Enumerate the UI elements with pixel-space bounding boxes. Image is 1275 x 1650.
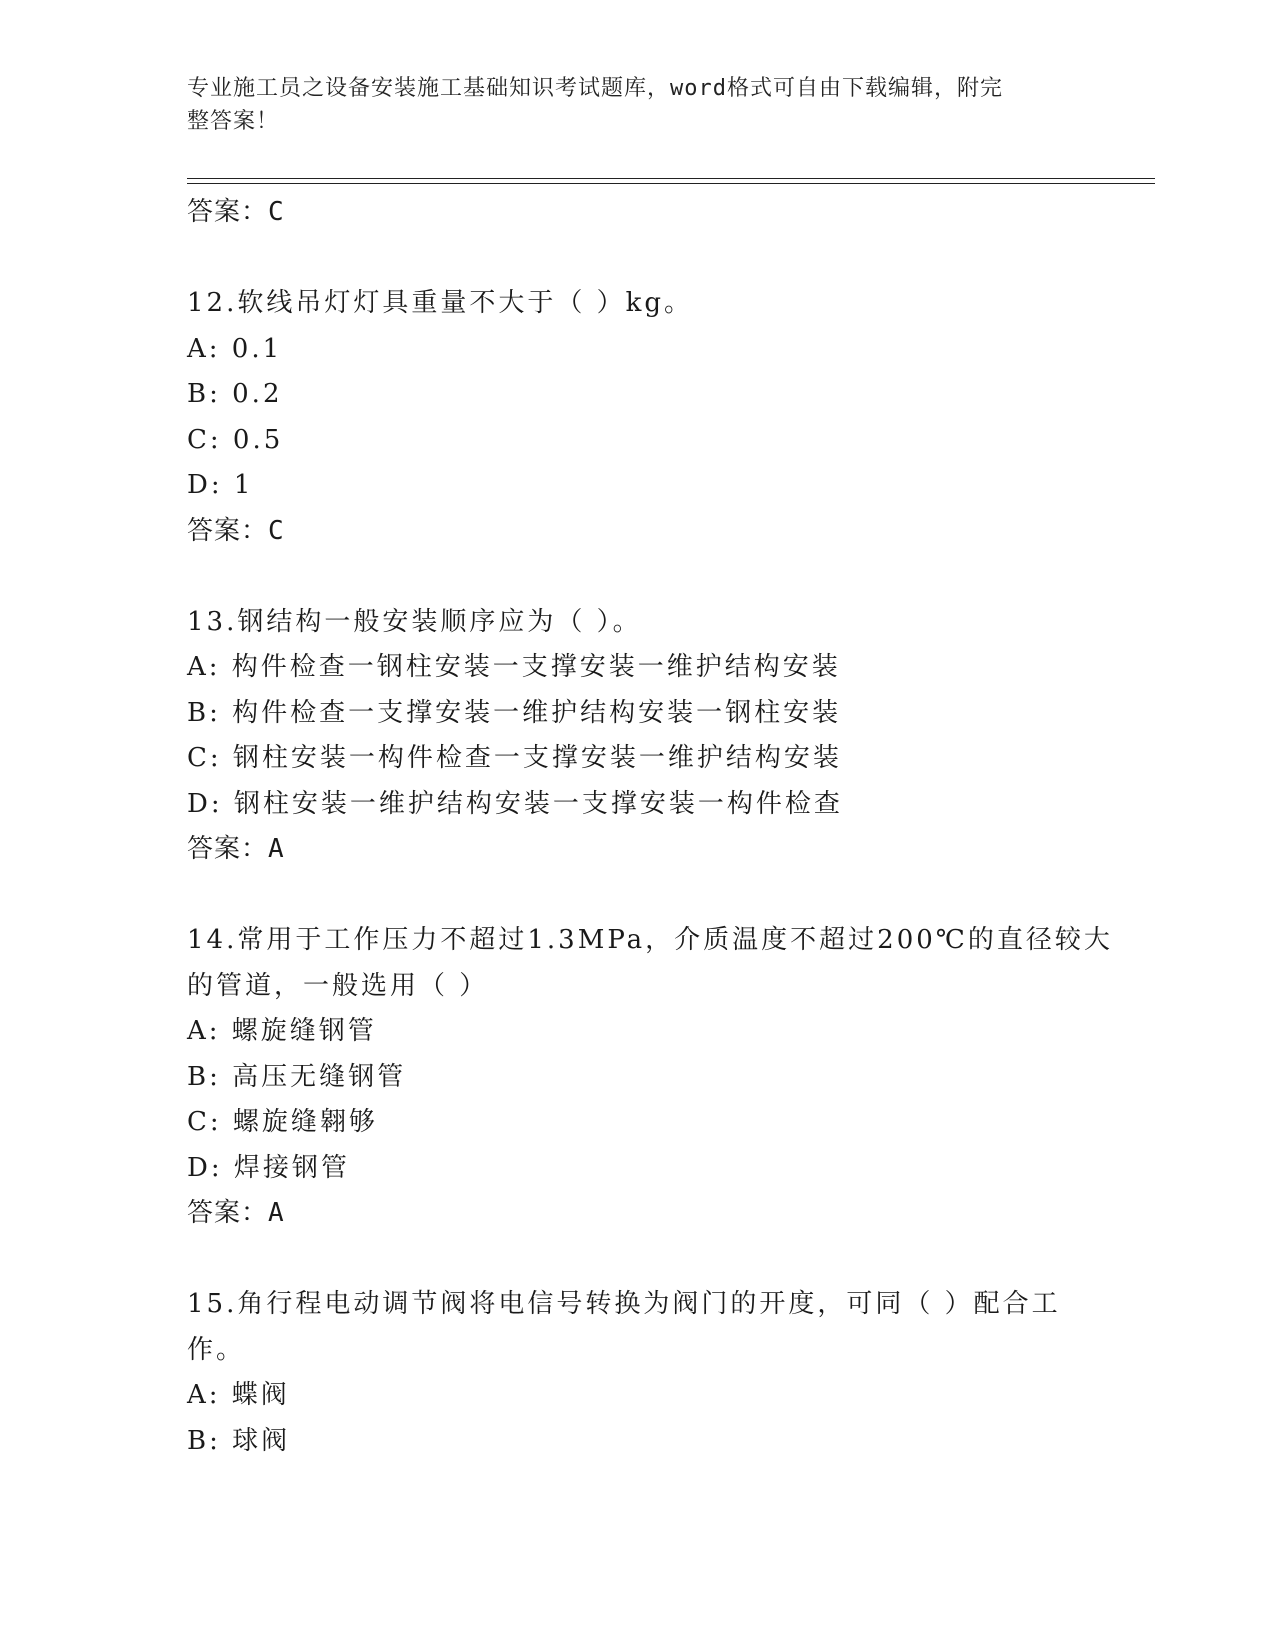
answer: 答案：A (187, 1198, 285, 1228)
question-13 (187, 600, 1087, 873)
option-c: C: 钢柱安装一构件检查一支撑安装一维护结构安装 (187, 743, 842, 773)
spacer (187, 554, 1087, 600)
option-a: A: 构件检查一钢柱安装一支撑安装一维护结构安装 (187, 652, 841, 682)
question-text-line-1: 14.常用于工作压力不超过1.3MPa，介质温度不超过200℃的直径较大 (187, 925, 1113, 955)
header-line-2: 整答案！ (187, 109, 280, 134)
prev-answer: 答案：C (187, 197, 285, 227)
spacer (187, 1237, 1087, 1283)
question-text: 12.软线吊灯灯具重量不大于（ ）kg。 (187, 288, 694, 318)
option-c: C: 螺旋缝翱够 (187, 1107, 378, 1137)
answer: 答案：C (187, 515, 285, 546)
option-b: B: 0.2 (187, 379, 283, 409)
question-text: 13.钢结构一般安装顺序应为（ ）。 (187, 606, 642, 637)
option-b: B: 高压无缝钢管 (187, 1061, 407, 1092)
option-a: A: 蝶阀 (187, 1380, 290, 1410)
document-header (187, 72, 1067, 138)
option-a: A: 0.1 (187, 333, 283, 364)
question-15 (187, 1282, 1087, 1464)
header-line-1: 专业施工员之设备安装施工基础知识考试题库，word格式可自由下载编辑，附完 (187, 76, 1003, 101)
question-12 (187, 281, 1087, 554)
question-list (187, 190, 1113, 1464)
option-a: A: 螺旋缝钢管 (187, 1016, 377, 1046)
option-d: D: 焊接钢管 (187, 1152, 350, 1183)
spacer (187, 873, 1087, 919)
header-divider-bottom (187, 183, 1155, 184)
header-divider-top (187, 178, 1155, 179)
question-14 (187, 918, 1113, 1237)
option-c: C: 0.5 (187, 424, 284, 455)
option-b: B: 球阀 (187, 1425, 291, 1456)
option-d: D: 1 (187, 470, 254, 500)
spacer (187, 236, 1087, 282)
question-text-line-2: 作。 (187, 1334, 246, 1365)
question-text-line-1: 15.角行程电动调节阀将电信号转换为阀门的开度，可同（ ）配合工 (187, 1289, 1061, 1319)
answer: 答案：A (187, 834, 285, 864)
question-text-line-2: 的管道，一般选用（ ） (187, 970, 489, 1001)
option-b: B: 构件检查一支撑安装一维护结构安装一钢柱安装 (187, 697, 842, 728)
option-d: D: 钢柱安装一维护结构安装一支撑安装一构件检查 (187, 788, 843, 819)
